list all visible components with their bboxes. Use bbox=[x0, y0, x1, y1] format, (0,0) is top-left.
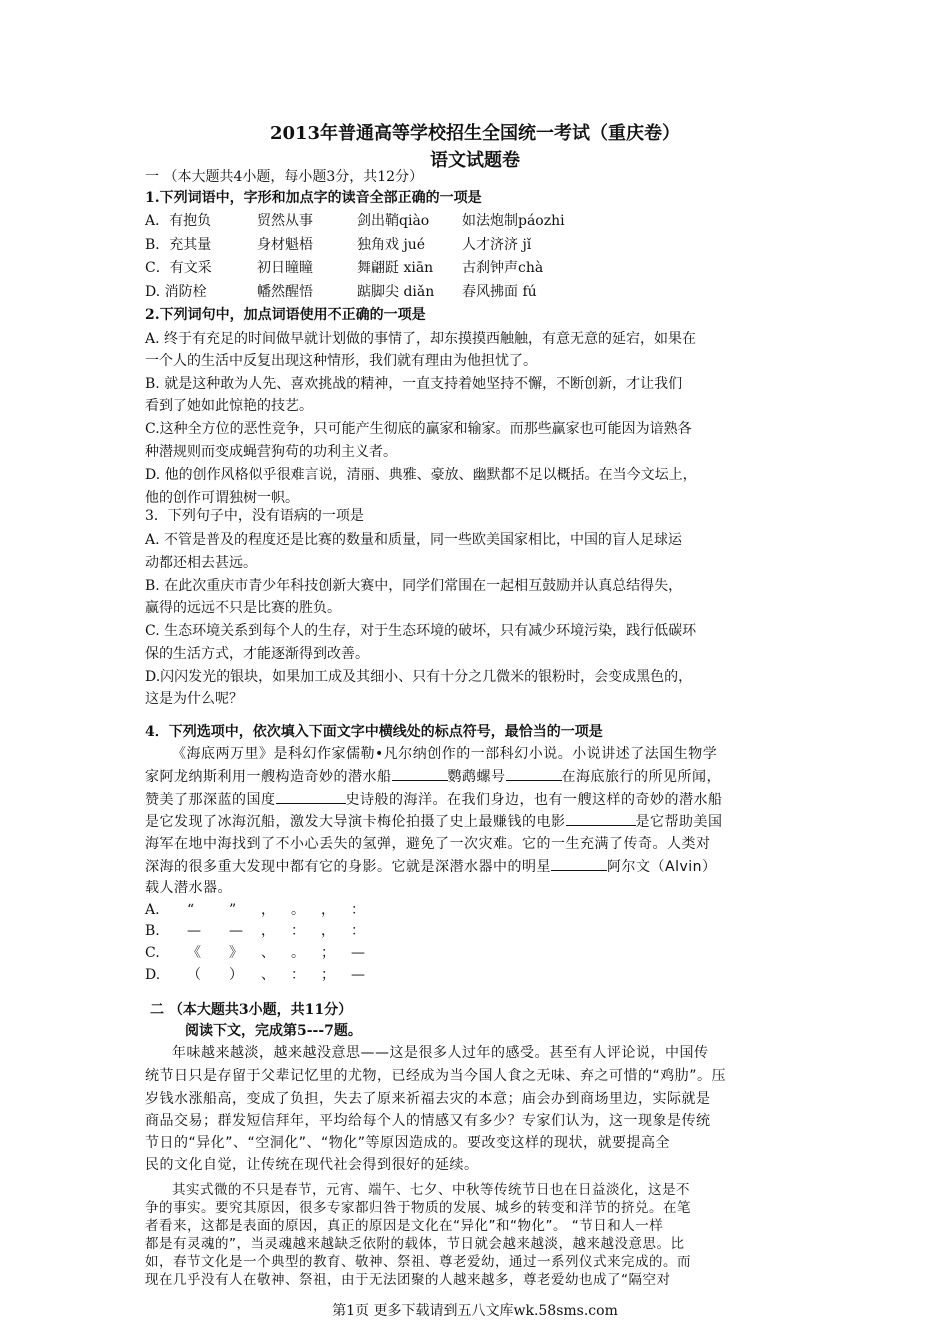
exam-title: 2013年普通高等学校招生全国统一考试（重庆卷） bbox=[269, 123, 681, 144]
q4-b-mark: — bbox=[229, 923, 243, 939]
q4-b-mark: ： bbox=[351, 923, 365, 939]
q2-line: 看到了她如此惊艳的技艺。 bbox=[145, 398, 313, 414]
q1-b-word2: 身材魁梧 bbox=[257, 237, 313, 253]
q4-b-label: B. bbox=[145, 923, 160, 939]
para2-line: 现在几乎没有人在敬神、祭祖，由于无法团聚的人越来越多，尊老爱幼也成了“隔空对 bbox=[145, 1272, 671, 1288]
q4-d-mark: ） bbox=[229, 967, 243, 983]
q4-passage-line bbox=[145, 812, 723, 831]
q3-line: A. 不管是普及的程度还是比赛的数量和质量，同一些欧美国家相比，中国的盲人足球运 bbox=[145, 532, 683, 548]
q2-line: 他的创作可谓独树一帜。 bbox=[145, 490, 299, 506]
q1-a-word4: 如法炮制páozhi bbox=[462, 213, 565, 229]
q4-c-mark: 。 bbox=[291, 945, 305, 961]
q4-text: 赞美了那深蓝的国度 bbox=[145, 792, 276, 808]
q3-line: 动都还相去甚远。 bbox=[145, 555, 257, 571]
q4-text: 鹦鹉螺号 bbox=[447, 769, 506, 785]
q4-c-mark: 、 bbox=[261, 945, 275, 961]
q1-a-word2: 贸然从事 bbox=[257, 213, 313, 229]
q1-b-word4: 人才济济 jǐ bbox=[462, 237, 532, 253]
q2-line: 一个人的生活中反复出现这种情形，我们就有理由为他担忧了。 bbox=[145, 353, 537, 369]
q3-line: B. 在此次重庆市青少年科技创新大赛中，同学们常围在一起相互鼓励并认真总结得失， bbox=[145, 578, 683, 594]
q1-option-c bbox=[145, 259, 543, 277]
q4-passage-line bbox=[145, 767, 721, 786]
q3-line: 赢得的远远不只是比赛的胜负。 bbox=[145, 600, 341, 616]
q4-blank-5 bbox=[551, 857, 607, 871]
q1-option-b bbox=[145, 236, 531, 254]
q4-a-mark: 。 bbox=[291, 902, 305, 918]
para1-line: 年味越来越淡，越来越没意思——这是很多人过年的感受。甚至有人评论说，中国传 bbox=[172, 1045, 709, 1061]
q4-passage-line bbox=[145, 790, 723, 809]
para2-line: 其实式微的不只是春节，元宵、端午、七夕、中秋等传统节日也在日益淡化，这是不 bbox=[172, 1182, 690, 1198]
q1-c-word1: C．有文采 bbox=[145, 260, 212, 276]
section1-header: 一 （本大题共4小题，每小题3分，共12分） bbox=[145, 169, 424, 185]
q1-d-word4: 春风拂面 fú bbox=[462, 284, 537, 300]
q4-passage-line bbox=[145, 857, 717, 876]
q1-a-word3: 剑出鞘qiào bbox=[357, 213, 430, 229]
q1-stem: 1.下列词语中，字形和加点字的读音全部正确的一项是 bbox=[145, 190, 482, 206]
q4-passage-line: 海军在地中海找到了不小心丢失的氢弹，避免了一次灾难。它的一生充满了传奇。人类对 bbox=[145, 836, 711, 852]
para1-line: 商品交易；群发短信拜年，平均给每个人的情感又有多少？专家们认为，这一现象是传统 bbox=[145, 1113, 711, 1129]
q4-b-mark: ： bbox=[291, 923, 305, 939]
q3-line: D.闪闪发光的银块，如果加工成及其细小、只有十分之几微米的银粉时，会变成黑色的， bbox=[145, 669, 693, 685]
q4-d-mark: ： bbox=[291, 967, 305, 983]
q4-a-mark: ” bbox=[229, 902, 237, 918]
q4-c-mark: 《 bbox=[187, 945, 201, 961]
q4-option-a bbox=[145, 901, 365, 919]
q4-blank-3 bbox=[276, 790, 346, 804]
para1-line: 民的文化自觉，让传统在现代社会得到很好的延续。 bbox=[145, 1157, 479, 1173]
q4-text: 是它帮助美国 bbox=[635, 814, 723, 830]
q4-a-mark: ： bbox=[351, 902, 365, 918]
q4-a-mark: ， bbox=[261, 902, 275, 918]
q4-a-mark: “ bbox=[187, 902, 195, 918]
para2-line: 都是有灵魂的”，当灵魂越来越缺乏依附的载体，节日就会越来越淡，越来越没意思。比 bbox=[145, 1236, 685, 1252]
q2-line: D. 他的创作风格似乎很难言说，清丽、典雅、豪放、幽默都不足以概括。在当今文坛上， bbox=[145, 467, 697, 483]
q1-a-word1: A．有抱负 bbox=[145, 213, 212, 229]
para2-line: 如，春节文化是一个典型的教育、敬神、祭祖、尊老爱幼，通过一系列仪式来完成的。而 bbox=[145, 1254, 691, 1270]
q3-line: 这是为什么呢？ bbox=[145, 691, 243, 707]
q4-text: 是它发现了冰海沉船，激发大导演卡梅伦拍摄了史上最赚钱的电影 bbox=[145, 814, 566, 830]
q4-blank-1 bbox=[392, 767, 448, 781]
q4-d-mark: 、 bbox=[261, 967, 275, 983]
q4-b-mark: ， bbox=[261, 923, 275, 939]
q1-option-d bbox=[145, 283, 537, 301]
q2-stem: 2.下列词句中，加点词语使用不正确的一项是 bbox=[145, 307, 426, 323]
q4-d-mark: — bbox=[351, 967, 365, 983]
q4-blank-4 bbox=[566, 812, 636, 826]
section2-instruction: 阅读下文，完成第5---7题。 bbox=[185, 1023, 362, 1039]
q1-d-word3: 踮脚尖 diǎn bbox=[357, 284, 435, 300]
para2-line: 者看来，这都是表面的原因，真正的原因是文化在“异化”和“物化”。 “节日和人一样 bbox=[145, 1218, 664, 1234]
q2-line: 种潜规则而变成蝇营狗苟的功利主义者。 bbox=[145, 444, 397, 460]
q2-line: C.这种全方位的恶性竞争，只可能产生彻底的赢家和输家。而那些赢家也可能因为谙熟各 bbox=[145, 421, 692, 437]
exam-subtitle: 语文试题卷 bbox=[430, 150, 520, 171]
q4-b-mark: ， bbox=[321, 923, 335, 939]
q1-c-word2: 初日瞳瞳 bbox=[257, 260, 313, 276]
para1-line: 统节日只是存留于父辈记忆里的尤物，已经成为当今国人食之无味、弃之可惜的“鸡肋”。压 bbox=[145, 1068, 727, 1084]
q4-d-mark: ； bbox=[321, 967, 335, 983]
q1-c-word3: 舞翩跹 xiān bbox=[357, 260, 434, 276]
q4-c-mark: — bbox=[351, 945, 365, 961]
q4-b-mark: — bbox=[187, 923, 201, 939]
q4-option-b bbox=[145, 922, 365, 940]
q1-c-word4: 古刹钟声chà bbox=[462, 260, 544, 276]
q4-option-c bbox=[145, 944, 365, 962]
q4-passage-line: 载人潜水器。 bbox=[145, 880, 232, 896]
para1-line: 节日的“异化”、“空洞化”、“物化”等原因造成的。要改变这样的现状，就要提高全 bbox=[145, 1135, 671, 1151]
q4-text: 阿尔文（Alvin） bbox=[607, 859, 717, 875]
q1-d-word2: 幡然醒悟 bbox=[257, 284, 313, 300]
q4-d-label: D. bbox=[145, 967, 161, 983]
q3-stem: 3．下列句子中，没有语病的一项是 bbox=[145, 508, 364, 524]
q1-b-word1: B．充其量 bbox=[145, 237, 212, 253]
q4-text: 深海的很多重大发现中都有它的身影。它就是深潜水器中的明星 bbox=[145, 859, 551, 875]
q4-a-label: A. bbox=[145, 902, 160, 918]
q4-text: 史诗般的海洋。在我们身边，也有一艘这样的奇妙的潜水船 bbox=[345, 792, 723, 808]
q1-b-word3: 独角戏 jué bbox=[357, 237, 426, 253]
q4-c-mark: ； bbox=[321, 945, 335, 961]
para1-line: 岁钱水涨船高，变成了负担，失去了原来祈福去灾的本意；庙会办到商场里边，实际就是 bbox=[145, 1091, 711, 1107]
q1-d-word1: D. 消防栓 bbox=[145, 284, 207, 300]
q4-c-mark: 》 bbox=[229, 945, 243, 961]
q4-stem: 4．下列选项中，依次填入下面文字中横线处的标点符号，最恰当的一项是 bbox=[145, 724, 603, 740]
q4-c-label: C. bbox=[145, 945, 160, 961]
q3-line: 保的生活方式，才能逐渐得到改善。 bbox=[145, 646, 369, 662]
section2-header: 二 （本大题共3小题，共11分） bbox=[150, 1002, 353, 1018]
page-footer: 第1页 更多下载请到五八文库wk.58sms.com bbox=[332, 1303, 618, 1319]
q4-text: 家阿龙纳斯利用一艘构造奇妙的潜水船 bbox=[145, 769, 392, 785]
q3-line: C. 生态环境关系到每个人的生存，对于生态环境的破坏，只有减少环境污染，践行低碳环 bbox=[145, 623, 697, 639]
q4-passage-line: 《海底两万里》是科幻作家儒勒•凡尔纳创作的一部科幻小说。小说讲述了法国生物学 bbox=[172, 746, 718, 762]
q2-line: A. 终于有充足的时间做早就计划做的事情了，却东摸摸西触触，有意无意的延宕，如果在 bbox=[145, 331, 697, 347]
q2-line: B. 就是这种敢为人先、喜欢挑战的精神，一直支持着她坚持不懈，不断创新，才让我们 bbox=[145, 376, 683, 392]
q4-option-d bbox=[145, 966, 365, 984]
para2-line: 争的事实。要究其原因，很多专家都归咎于物质的发展、城乡的转变和洋节的挤兑。在笔 bbox=[145, 1200, 691, 1216]
q1-option-a bbox=[145, 212, 565, 230]
q4-d-mark: （ bbox=[187, 967, 201, 983]
q4-blank-2 bbox=[506, 767, 562, 781]
q4-text: 在海底旅行的所见所闻， bbox=[561, 769, 721, 785]
q4-a-mark: ， bbox=[321, 902, 335, 918]
